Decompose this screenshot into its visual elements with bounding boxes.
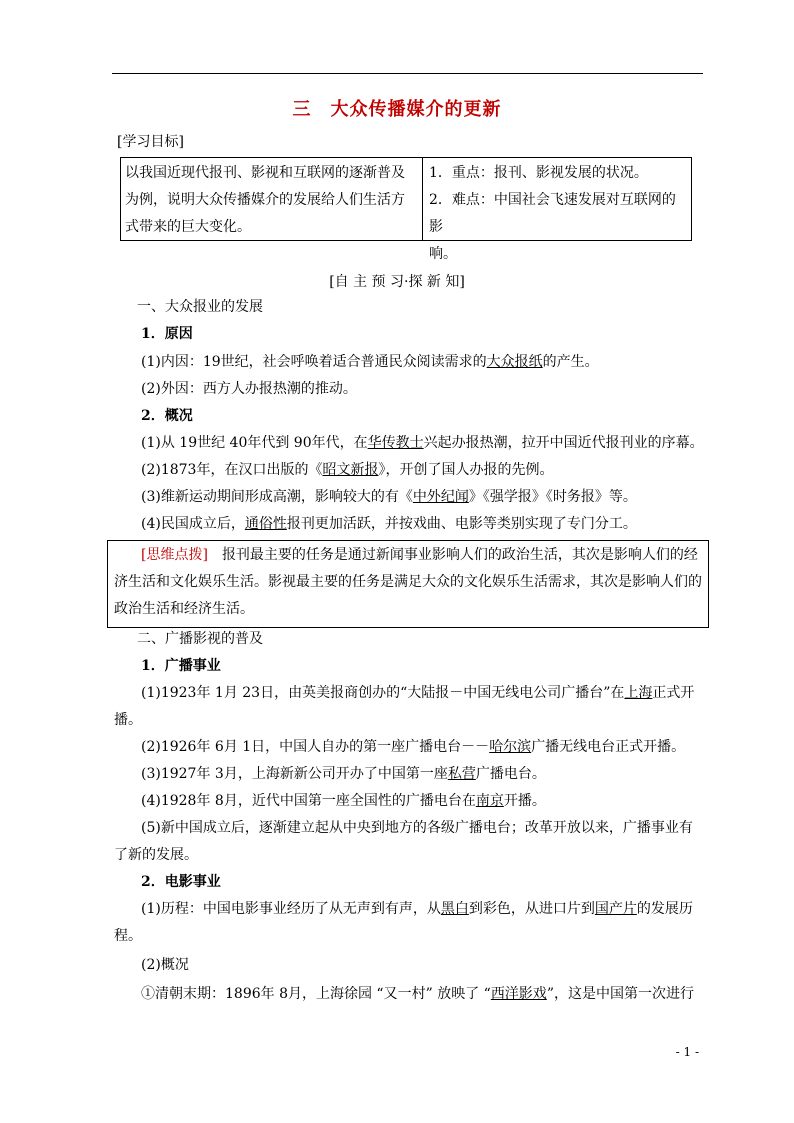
goals-label: [学习目标]: [117, 134, 184, 150]
think-line-1: [思维点拨] 报刊最主要的任务是通过新闻事业影响人们的政治生活，其次是影响人们的经: [141, 547, 698, 563]
header-rule: [112, 73, 703, 74]
part1-sub2: 2．概况: [141, 408, 193, 424]
goals-table: [120, 157, 692, 262]
radio-line-1: (1)1923年 1月 23日，由英美报商创办的“大陆报－中国无线电公司广播台”在上海正式开: [141, 685, 695, 701]
radio-line-4: (4)1928年 8月，近代中国第一座全国性的广播电台在南京开播。: [141, 793, 546, 809]
radio-line-2: (2)1926年 6月 1日，中国人自办的第一座广播电台－－哈尔滨广播无线电台正式开播。: [141, 739, 686, 755]
survey-line-2: (2)1873年，在汉口出版的《昭文新报》，开创了国人办报的先例。: [141, 462, 554, 478]
film-line-1-cont: 程。: [114, 928, 142, 944]
think-label: [思维点拨]: [141, 547, 208, 563]
radio-line-3: (3)1927年 3月，上海新新公司开办了中国第一座私营广播电台。: [141, 766, 546, 782]
reason-line-2: (2)外因：西方人办报热潮的推动。: [141, 381, 357, 397]
page-number: - 1 -: [675, 1045, 699, 1059]
radio-line-5: (5)新中国成立后，逐渐建立起从中央到地方的各级广播电台；改革开放以来，广播事业有: [141, 820, 693, 836]
think-line-2: 济生活和文化娱乐生活。影视最主要的任务是满足大众的文化娱乐生活需求，其次是影响人们的: [114, 574, 702, 590]
reason-line-1: (1)内因：19世纪，社会呼唤着适合普通民众阅读需求的大众报纸的产生。: [141, 354, 599, 370]
film-line-3: ①清朝末期：1896年 8月，上海徐园 “又一村” 放映了 “西洋影戏”，这是中国第一次进行: [141, 986, 694, 1002]
section-heading: [自 主 预 习·探 新 知]: [329, 274, 465, 290]
goals-keypoints: [423, 158, 691, 262]
part2-sub2: 2．电影事业: [141, 874, 221, 890]
goals-left-line: 以我国近现代报刊、影视和互联网的逐渐普及: [125, 165, 405, 181]
goals-left-line: 为例，说明大众传播媒介的发展给人们生活方: [125, 192, 405, 208]
film-line-2: (2)概况: [141, 957, 189, 973]
goals-left-line: 式带来的巨大变化。: [125, 219, 251, 235]
think-line-3: 政治生活和经济生活。: [114, 601, 254, 617]
part1-heading: 一、大众报业的发展: [137, 299, 263, 315]
part2-sub1: 1．广播事业: [141, 658, 221, 674]
film-line-1: (1)历程：中国电影事业经历了从无声到有声，从黑白到彩色，从进口片到国产片的发展历: [141, 901, 693, 917]
part2-heading: 二、广播影视的普及: [137, 631, 263, 647]
goals-right-line: 1．重点：报刊、影视发展的状况。: [429, 165, 648, 181]
goals-right-line: 2．难点：中国社会飞速发展对互联网的影: [429, 192, 676, 235]
survey-line-1: (1)从 19世纪 40年代到 90年代，在华传教士兴起办报热潮，拉开中国近代报刊业的序幕。: [141, 435, 704, 451]
goals-description: [121, 158, 423, 240]
radio-line-1-cont: 播。: [114, 712, 142, 728]
page-title: 三 大众传播媒介的更新: [292, 99, 502, 120]
survey-line-3: (3)维新运动期间形成高潮，影响较大的有《中外纪闻》《强学报》《时务报》等。: [141, 489, 637, 505]
goals-right-line: 响。: [429, 246, 457, 262]
radio-line-5-cont: 了新的发展。: [114, 847, 198, 863]
survey-line-4: (4)民国成立后，通俗性报刊更加活跃，并按戏曲、电影等类别实现了专门分工。: [141, 516, 637, 532]
part1-sub1: 1．原因: [141, 326, 193, 342]
